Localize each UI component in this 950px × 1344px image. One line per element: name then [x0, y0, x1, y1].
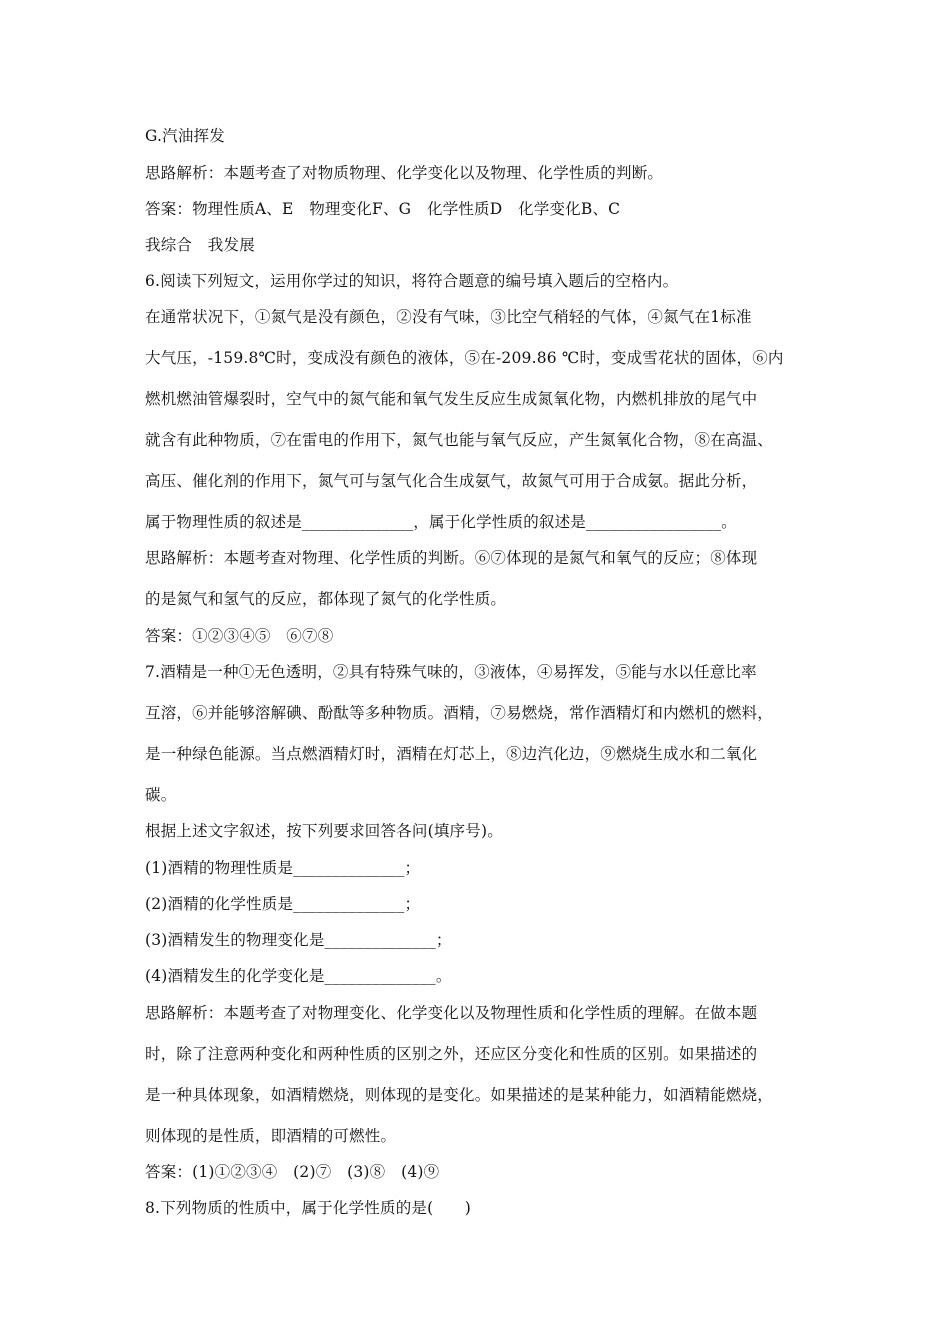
question-7-part-2: (2)酒精的化学性质是______________；	[145, 895, 421, 913]
analysis-line: 是一种具体现象，如酒精燃烧，则体现的是变化。如果描述的是某种能力，如酒精能燃烧，	[145, 1086, 774, 1104]
analysis-line: 的是氮气和氢气的反应，都体现了氮气的化学性质。	[145, 590, 507, 608]
question-7-text-line: 碳。	[145, 786, 177, 804]
question-7-part-1: (1)酒精的物理性质是______________；	[145, 859, 421, 877]
analysis-line: 思路解析：本题考查了对物质物理、化学变化以及物理、化学性质的判断。	[145, 164, 664, 182]
answer-line: 答案：(1)①②③④ (2)⑦ (3)⑧ (4)⑨	[145, 1163, 440, 1181]
question-6-text-line: 就含有此种物质，⑦在雷电的作用下，氮气也能与氧气反应，产生氮氧化合物，⑧在高温、	[145, 431, 774, 449]
question-7-text-line: 是一种绿色能源。当点燃酒精灯时，酒精在灯芯上，⑧边汽化边，⑨燃烧生成水和二氧化	[145, 745, 758, 763]
question-6-title: 6.阅读下列短文，运用你学过的知识，将符合题意的编号填入题后的空格内。	[145, 272, 679, 290]
question-7-part-3: (3)酒精发生的物理变化是______________；	[145, 931, 452, 949]
option-g-line: G.汽油挥发	[145, 127, 225, 145]
question-6-text-line: 在通常状况下，①氮气是没有颜色，②没有气味，③比空气稍轻的气体，④氮气在1标准	[145, 308, 752, 326]
answer-line: 答案：①②③④⑤ ⑥⑦⑧	[145, 627, 334, 645]
analysis-line: 则体现的是性质，即酒精的可燃性。	[145, 1127, 397, 1145]
analysis-line: 思路解析：本题考查了对物理变化、化学变化以及物理性质和化学性质的理解。在做本题	[145, 1004, 758, 1022]
question-7-part-4: (4)酒精发生的化学变化是______________。	[145, 967, 452, 985]
question-7-instruction: 根据上述文字叙述，按下列要求回答各问(填序号)。	[145, 822, 503, 840]
question-6-text-line: 高压、催化剂的作用下，氮气可与氢气化合生成氨气，故氮气可用于合成氨。据此分析，	[145, 472, 758, 490]
question-6-text-line: 大气压，-159.8℃时，变成没有颜色的液体，⑤在-209.86 ℃时，变成雪花状的固体，⑥内	[145, 349, 784, 367]
question-8-title: 8.下列物质的性质中，属于化学性质的是( )	[145, 1199, 471, 1217]
question-6-text-line: 燃机燃油管爆裂时，空气中的氮气能和氧气发生反应生成氮氧化物，内燃机排放的尾气中	[145, 390, 758, 408]
question-6-blank-line: 属于物理性质的叙述是______________，属于化学性质的叙述是_________________。	[145, 513, 737, 531]
analysis-line: 时，除了注意两种变化和两种性质的区别之外，还应区分变化和性质的区别。如果描述的	[145, 1045, 758, 1063]
question-7-text-line: 7.酒精是一种①无色透明，②具有特殊气味的，③液体，④易挥发，⑤能与水以任意比率	[145, 663, 757, 681]
analysis-line: 思路解析：本题考查对物理、化学性质的判断。⑥⑦体现的是氮气和氧气的反应；⑧体现	[145, 549, 758, 567]
answer-line: 答案：物理性质A、E 物理变化F、G 化学性质D 化学变化B、C	[145, 200, 621, 218]
section-heading: 我综合 我发展	[145, 236, 255, 254]
question-7-text-line: 互溶，⑥并能够溶解碘、酚酞等多种物质。酒精，⑦易燃烧，常作酒精灯和内燃机的燃料，	[145, 704, 774, 722]
